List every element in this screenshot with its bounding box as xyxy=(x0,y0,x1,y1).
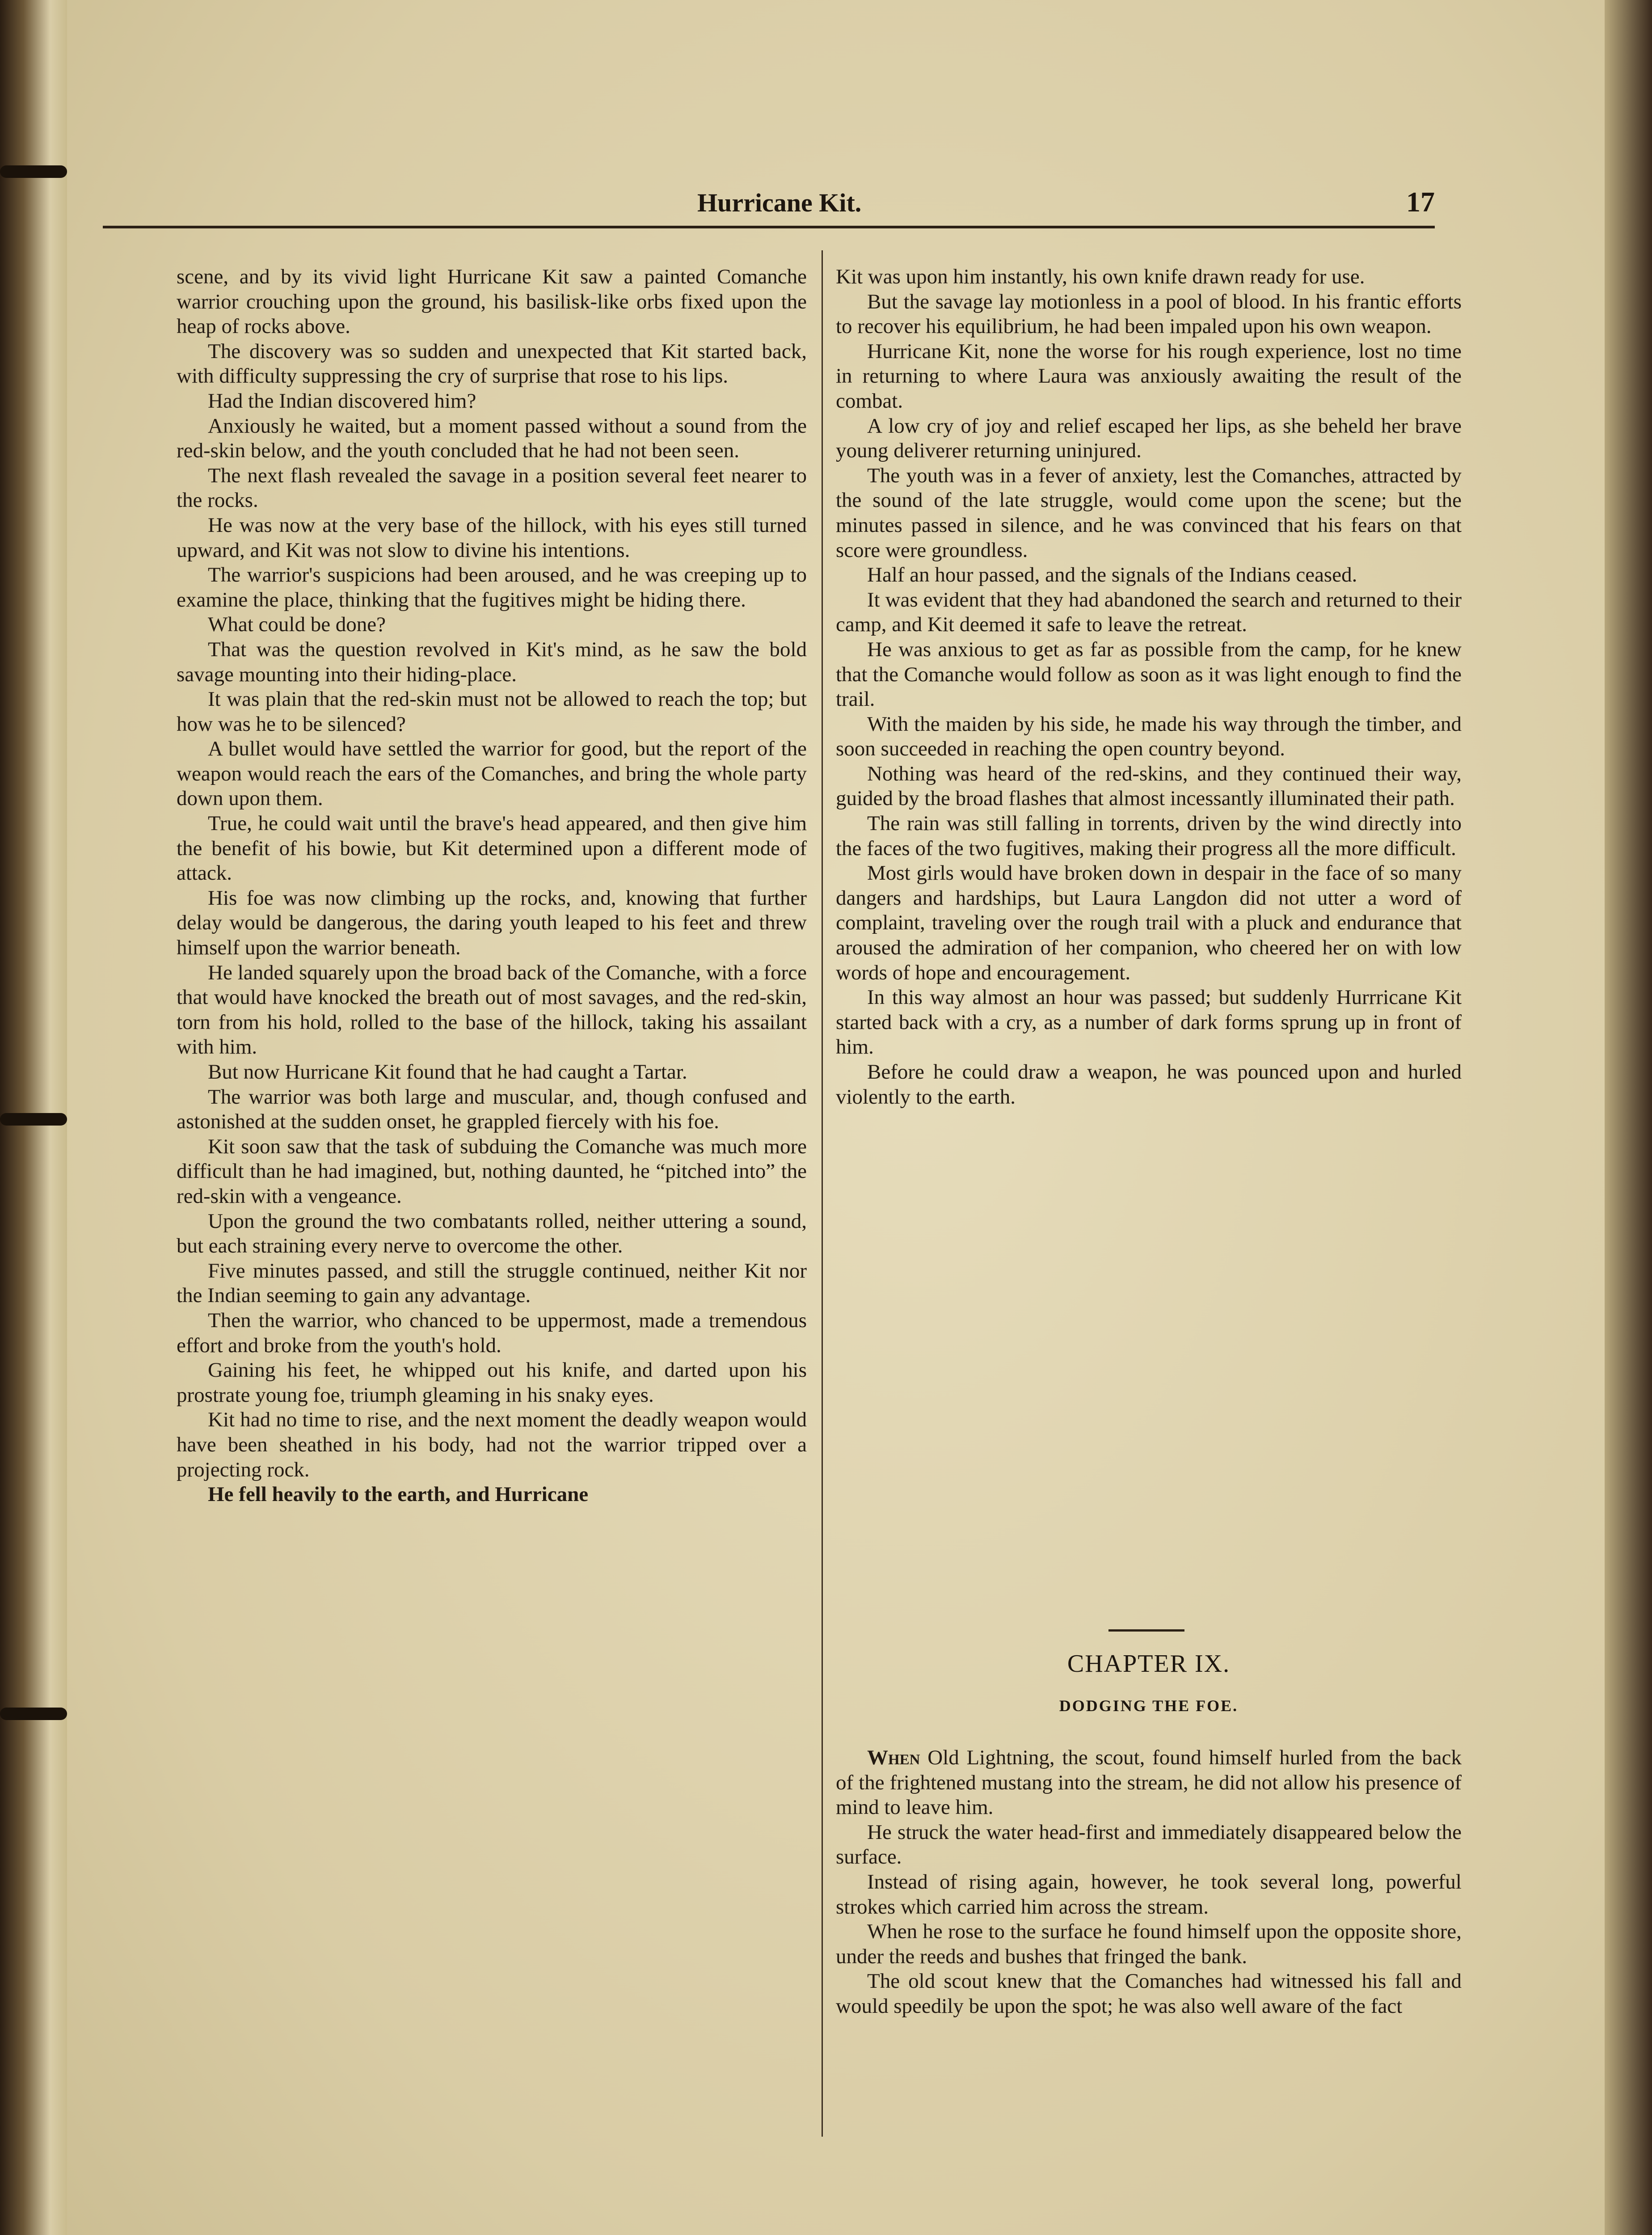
paragraph: In this way almost an hour was passed; but suddenly Hurrricane Kit started back with a cry, as a number of dark forms sprung up in front of him. xyxy=(836,986,1462,1059)
paragraph: Most girls would have broken down in despair in the face of so many dangers and hardships, but Laura Langdon did not utter a word of complaint, traveling over the rough trail with a pluck and endurance that aroused the admiration of her companion, who cheered her on with low words of hope and encouragement. xyxy=(836,861,1462,984)
chapter-title: CHAPTER IX. xyxy=(1067,1650,1231,1678)
paragraph: The warrior was both large and muscular, and, though confused and astonished at the sudden onset, he grappled fiercely with his foe. xyxy=(177,1085,807,1134)
binding-stitch xyxy=(0,1113,67,1126)
paragraph: It was plain that the red-skin must not be allowed to reach the top; but how was he to be silenced? xyxy=(177,687,807,736)
paragraph: The discovery was so sudden and unexpected that Kit started back, with difficulty suppressing the cry of surprise that rose to his lips. xyxy=(177,339,807,388)
paragraph: He was now at the very base of the hillock, with his eyes still turned upward, and Kit was not slow to divine his intentions. xyxy=(177,513,807,562)
right-column-lower xyxy=(836,1746,1462,2019)
paragraph: A low cry of joy and relief escaped her lips, as she beheld her brave young deliverer returning uninjured. xyxy=(836,414,1462,463)
paragraph: That was the question revolved in Kit's mind, as he saw the bold savage mounting into their hiding-place. xyxy=(177,637,807,686)
page-number: 17 xyxy=(1406,186,1435,218)
paragraph: The next flash revealed the savage in a position several feet nearer to the rocks. xyxy=(177,464,807,512)
paragraph: Five minutes passed, and still the struggle continued, neither Kit nor the Indian seeming to gain any advantage. xyxy=(177,1259,807,1307)
paragraph: When he rose to the surface he found himself upon the opposite shore, under the reeds and bushes that fringed the bank. xyxy=(836,1920,1462,1968)
paragraph: He was anxious to get as far as possible from the camp, for he knew that the Comanche would follow as soon as it was light enough to find the trail. xyxy=(836,637,1462,711)
paragraph: The youth was in a fever of anxiety, lest the Comanches, attracted by the sound of the late struggle, would come upon the scene; but the minutes passed in silence, and he was convinced that his fears on that score were groundless. xyxy=(836,464,1462,562)
lead-word: When xyxy=(867,1746,920,1769)
paragraph: The rain was still falling in torrents, driven by the wind directly into the faces of the two fugitives, making their progress all the more difficult. xyxy=(836,812,1462,860)
binding-stitch xyxy=(0,1708,67,1720)
paragraph: Instead of rising again, however, he took several long, powerful strokes which carried him across the stream. xyxy=(836,1870,1462,1919)
page-header xyxy=(103,186,1435,228)
paragraph: Hurricane Kit, none the worse for his rough experience, lost no time in returning to where Laura was anxiously awaiting the result of the combat. xyxy=(836,339,1462,413)
paragraph: But the savage lay motionless in a pool of blood. In his frantic efforts to recover his equilibrium, he had been impaled upon his own weapon. xyxy=(836,290,1462,338)
paragraph: True, he could wait until the brave's head appeared, and then give him the benefit of his bowie, but Kit determined upon a different mode of attack. xyxy=(177,812,807,885)
page-edge xyxy=(1605,0,1652,2235)
paragraph: The old scout knew that the Comanches had witnessed his fall and would speedily be upon the spot; he was also well aware of the fact xyxy=(836,1969,1462,2018)
paragraph: Kit had no time to rise, and the next moment the deadly weapon would have been sheathed in his body, had not the warrior tripped over a projecting rock. xyxy=(177,1408,807,1481)
column-divider xyxy=(822,250,823,2137)
paragraph: Then the warrior, who chanced to be uppermost, made a tremendous effort and broke from the youth's hold. xyxy=(177,1308,807,1357)
paragraph: Upon the ground the two combatants rolled, neither uttering a sound, but each straining every nerve to overcome the other. xyxy=(177,1209,807,1258)
paragraph: Nothing was heard of the red-skins, and they continued their way, guided by the broad flashes that almost incessantly illuminated their path. xyxy=(836,762,1462,810)
paragraph: Kit soon saw that the task of subduing the Comanche was much more difficult than he had imagined, but, nothing daunted, he “pitched into” the red-skin with a vengeance. xyxy=(177,1134,807,1208)
paragraph: His foe was now climbing up the rocks, and, knowing that further delay would be dangerous, the daring youth leaped to his feet and threw himself upon the warrior beneath. xyxy=(177,886,807,960)
paragraph: A bullet would have settled the warrior for good, but the report of the weapon would reach the ears of the Comanches, and bring the whole party down upon them. xyxy=(177,737,807,810)
paragraph-text: Old Lightning, the scout, found himself hurled from the back of the frightened mustang into the stream, he did not allow his presence of mind to leave him. xyxy=(836,1746,1462,1819)
binding-strip xyxy=(0,0,67,2235)
section-rule xyxy=(1108,1629,1184,1632)
paragraph: Half an hour passed, and the signals of the Indians ceased. xyxy=(867,563,1357,587)
paragraph: He struck the water head-first and immediately disappeared below the surface. xyxy=(836,1820,1462,1869)
paragraph: What could be done? xyxy=(208,613,386,637)
paragraph: The warrior's suspicions had been aroused, and he was creeping up to examine the place, thinking that the fugitives might be hiding there. xyxy=(177,563,807,611)
paragraph: It was evident that they had abandoned the search and returned to their camp, and Kit deemed it safe to leave the retreat. xyxy=(836,588,1462,637)
paragraph: He landed squarely upon the broad back of the Comanche, with a force that would have knocked the breath out of most savages, and the red-skin, torn from his hold, rolled to the base of the hillock, taking his assailant with him. xyxy=(177,961,807,1059)
paragraph: Anxiously he waited, but a moment passed without a sound from the red-skin below, and the youth concluded that he had not been seen. xyxy=(177,414,807,463)
paragraph: With the maiden by his side, he made his way through the timber, and soon succeeded in reaching the open country beyond. xyxy=(836,712,1462,761)
left-column xyxy=(177,265,807,1507)
right-column-upper xyxy=(836,265,1462,1109)
paragraph: Gaining his feet, he whipped out his knife, and darted upon his prostrate young foe, triumph gleaming in his snaky eyes. xyxy=(177,1358,807,1407)
chapter-subtitle: DODGING THE FOE. xyxy=(1059,1697,1239,1715)
running-title: Hurricane Kit. xyxy=(697,188,862,217)
paragraph: But now Hurricane Kit found that he had caught a Tartar. xyxy=(208,1060,687,1084)
paragraph xyxy=(836,1746,1462,1820)
paragraph: scene, and by its vivid light Hurricane Kit saw a painted Comanche warrior crouching upon the ground, his basilisk-like orbs fixed upon the heap of rocks above. xyxy=(177,265,807,338)
paragraph: Had the Indian discovered him? xyxy=(208,389,476,413)
binding-stitch xyxy=(0,165,67,178)
paragraph: He fell heavily to the earth, and Hurricane xyxy=(208,1483,589,1506)
paragraph: Kit was upon him instantly, his own knife drawn ready for use. xyxy=(836,265,1365,288)
paragraph: Before he could draw a weapon, he was pounced upon and hurled violently to the earth. xyxy=(836,1060,1462,1109)
